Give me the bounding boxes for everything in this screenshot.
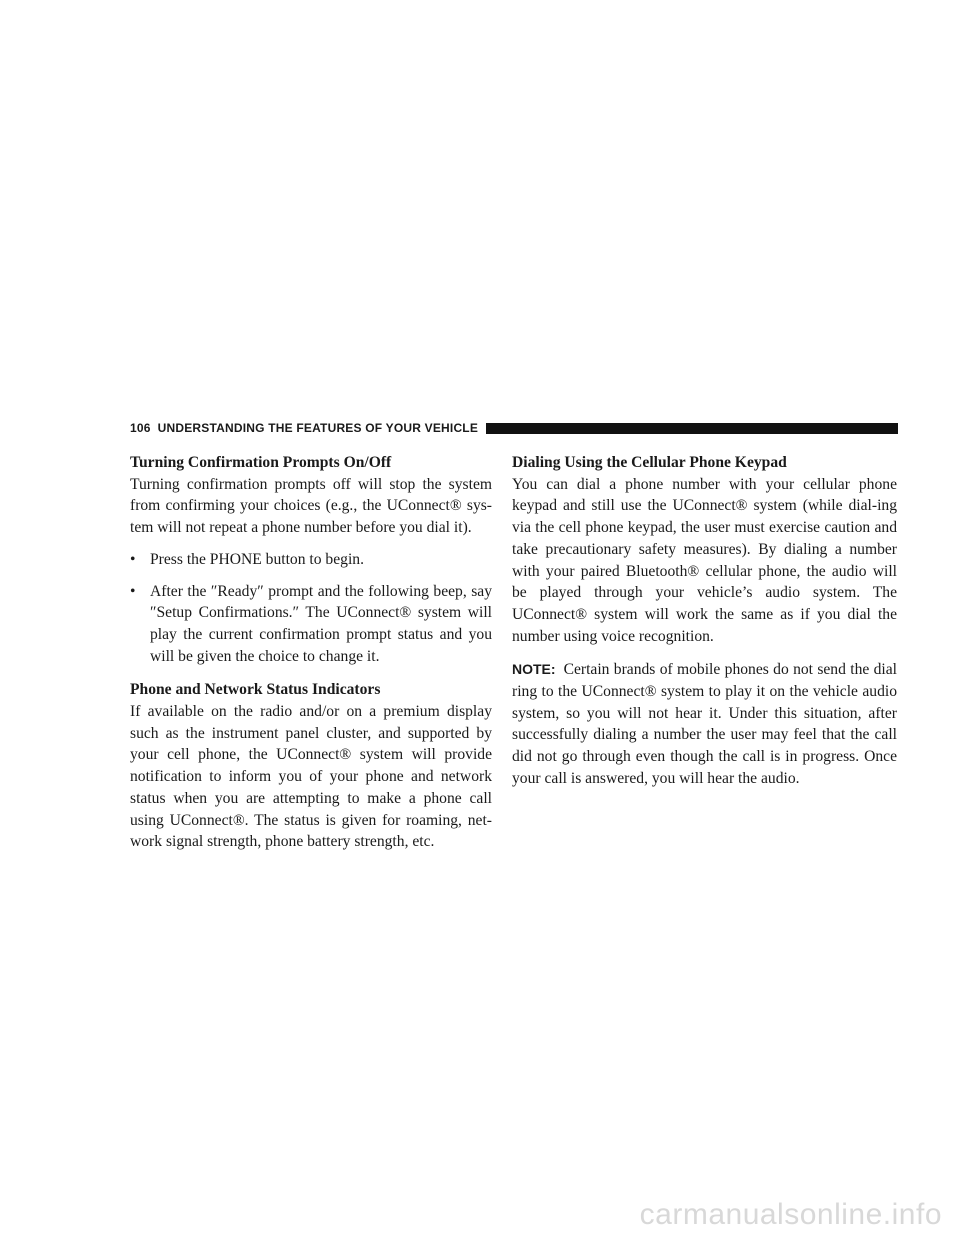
section-dialing-keypad	[512, 452, 897, 790]
left-column	[130, 452, 492, 853]
list-item	[130, 581, 492, 668]
section-status-indicators	[130, 679, 492, 853]
running-head-title: UNDERSTANDING THE FEATURES OF YOUR VEHICLE	[157, 421, 479, 435]
note-paragraph	[512, 659, 897, 789]
note-text: Certain brands of mobile phones do not send the dial ring to the UConnect® system to play it on the vehicle audio system, so you will not hear it. Under this situation, after successfully dialing a number the user may feel that the call did not go through even though the call is in progress. Once your call is answered, you will hear the audio.	[512, 661, 897, 787]
section-body: You can dial a phone number with your cellular phone keypad and still use the UConnect® system (while dial-ing via the cell phone keypad, the user must exercise caution and take precautionary safety measures). By dialing a number with your paired Bluetooth® cellular phone, the audio will be played through your vehicle’s audio system. The UConnect® system will work the same as if you dial the number using voice recognition.	[512, 475, 897, 645]
bullet-icon: •	[130, 550, 136, 568]
bullet-icon: •	[130, 582, 136, 600]
list-item-text: Press the PHONE button to begin.	[150, 550, 364, 568]
section-heading: Turning Confirmation Prompts On/Off	[130, 454, 392, 471]
section-heading: Dialing Using the Cellular Phone Keypad	[512, 454, 787, 471]
running-head-bar	[486, 423, 898, 434]
right-column	[512, 452, 897, 790]
section-body: Turning confirmation prompts off will stop the system from confirming your choices (e.g., the UConnect® sys-tem will not repeat a phone number before you dial it).	[130, 475, 492, 537]
page-number: 106	[130, 421, 151, 435]
section-heading: Phone and Network Status Indicators	[130, 681, 381, 699]
section-body: If available on the radio and/or on a premium display such as the instrument panel cluster, and supported by your cell phone, the UConnect® system will provide notification to inform you of your phone and network status when you are attempting to make a phone call using UConnect®. The status is given for roaming, net-work signal strength, phone battery strength, etc.	[130, 703, 492, 851]
bullet-list	[130, 549, 492, 668]
list-item-text: After the ″Ready″ prompt and the following beep, say ″Setup Confirmations.″ The UConnect® system will play the current confirmation prompt status and you will be given the choice to change it.	[150, 582, 492, 665]
note-label: NOTE:	[512, 661, 556, 678]
list-item	[130, 549, 492, 571]
section-confirmation-prompts	[130, 452, 492, 667]
running-head	[130, 421, 898, 435]
watermark: carmanualsonline.info	[639, 1198, 942, 1231]
